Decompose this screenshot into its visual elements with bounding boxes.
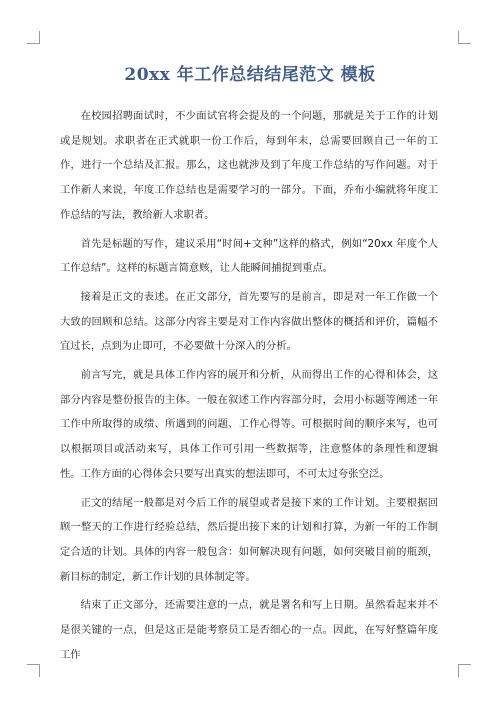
paragraph: 接着是正文的表述。在正文部分，首先要写的是前言，即是对一年工作做一个大致的回顾和总结。这部分内容主要是对工作内容做出整体的概括和评价，篇幅不宜过长，点到为止即可，不必要做十分深入的分析。: [60, 290, 438, 353]
paragraph: 正文的结尾一般都是对今后工作的展望或者是接下来的工作计划。主要根据回顾一整天的工作进行经验总结，然后提出接下来的计划和打算，为新一年的工作制定合适的计划。具体的内容一般包含：如何解决现有问题，如何突破目前的瓶颈，新目标的制定，新工作计划的具体制定等。: [60, 496, 438, 583]
paragraph: 结束了正文部分，还需要注意的一点，就是署名和写上日期。虽然看起来并不是很关键的一点，但是这正是能考察员工是否细心的一点。因此，在写好整篇年度工作: [60, 599, 438, 661]
corner-mark-bottom-left: [27, 664, 40, 677]
corner-mark-bottom-right: [458, 664, 471, 677]
paragraph: 首先是标题的写作，建议采用“时间+文种”这样的格式，例如“20xx 年度个人工作总结”。这样的标题言简意赅，让人能瞬间捕捉到重点。: [60, 237, 438, 275]
document-title: 20xx 年工作总结结尾范文 模板: [124, 65, 376, 85]
paragraph: 前言写完，就是具体工作内容的展开和分析，从而得出工作的心得和体会，这部分内容是整份报告的主体。一般在叙述工作内容部分时，会用小标题等阐述一年工作中所取得的成绩、所遇到的问题、工作心得等。可根据时间的顺序来写，也可以根据项目或活动来写，具体工作可引用一些数据等，注意整体的条理性和逻辑性。工作方面的心得体会只要写出真实的想法即可，不可太过夸张空泛。: [60, 369, 438, 480]
document-body: [60, 104, 438, 671]
paragraph: 在校园招聘面试时，不少面试官将会提及的一个问题，那就是关于工作的计划或是规划。求职者在正式就职一份工作后，每到年末，总需要回顾自己一年的工作，进行一个总结及汇报。那么，这也就涉及到了年度工作总结的写作问题。对于工作新人来说，年度工作总结也是需要学习的一部分。下面，乔布小编就将年度工作总结的写法，教给新人求职者。: [60, 110, 438, 221]
corner-mark-top-left: [27, 31, 40, 44]
corner-mark-top-right: [458, 31, 471, 44]
